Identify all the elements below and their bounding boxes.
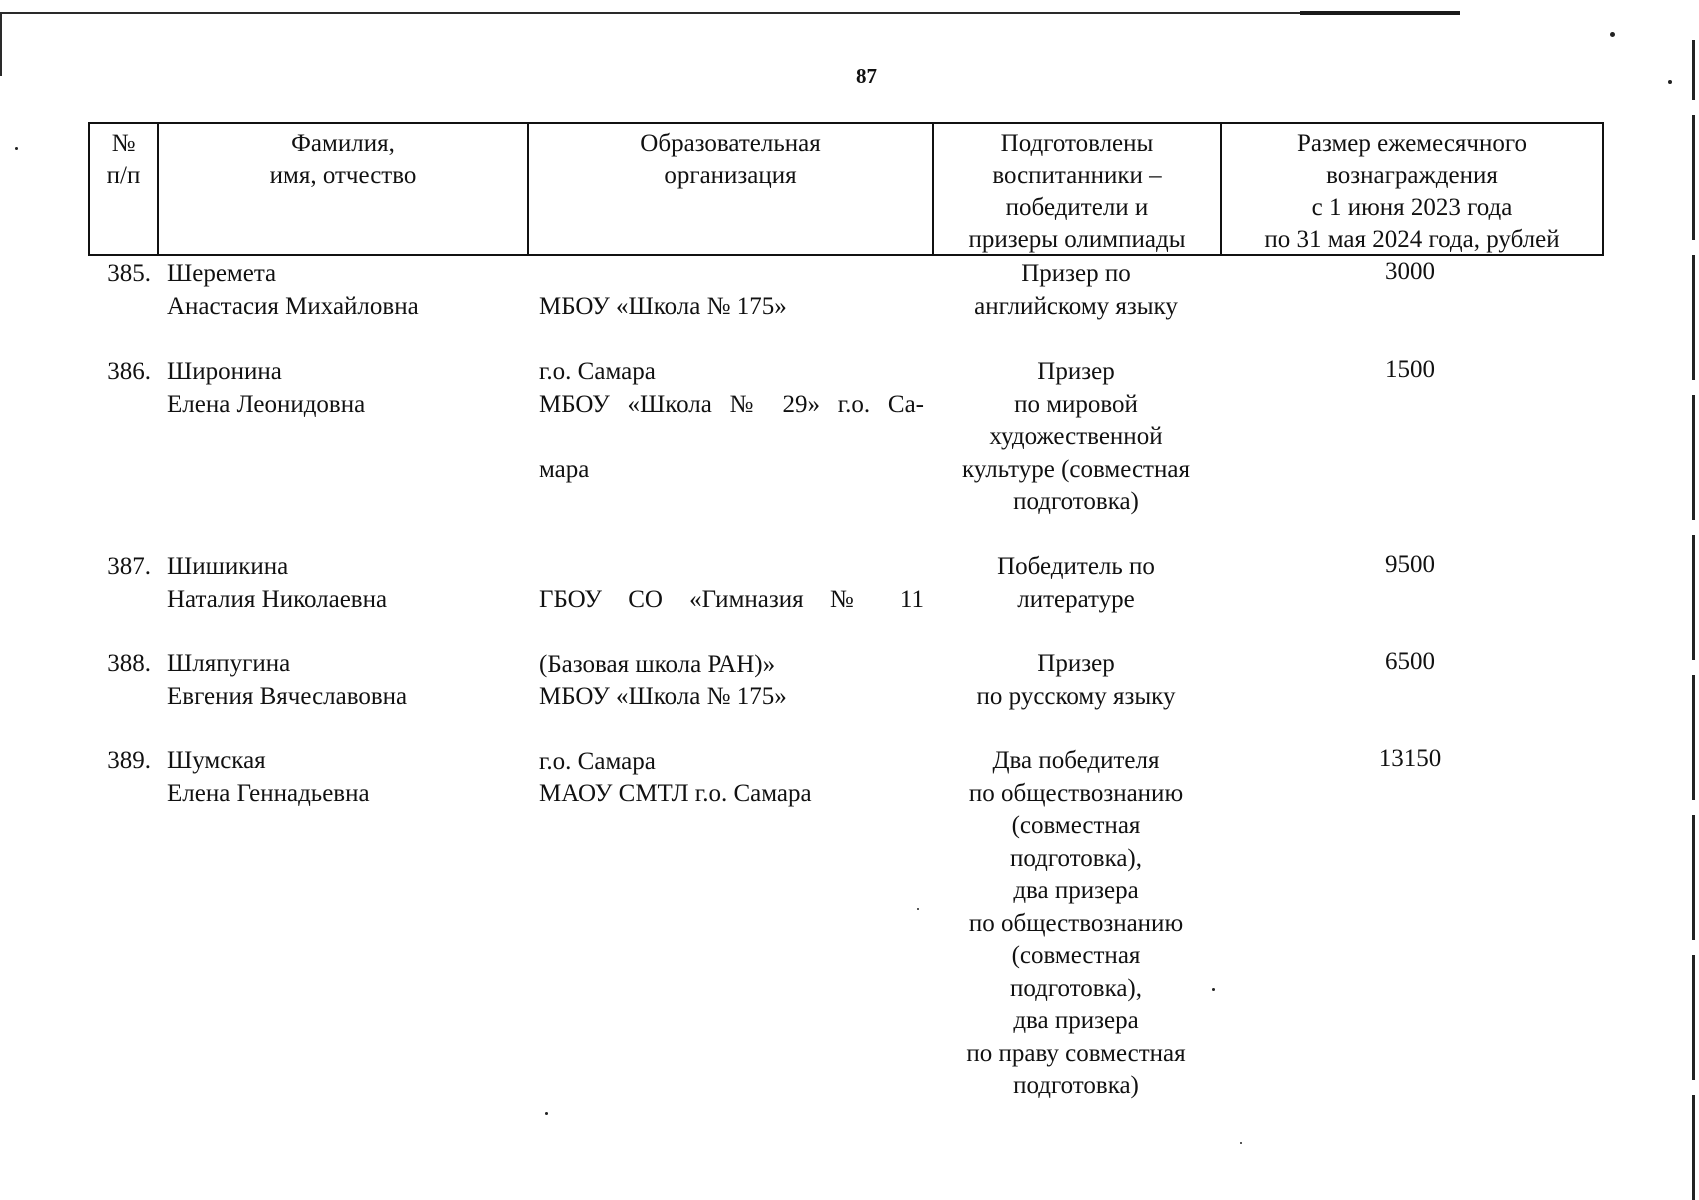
header-full-name: Фамилия, имя, отчество xyxy=(159,124,529,254)
header-achievement: Подготовлены воспитанники – победители и призеры олимпиады xyxy=(934,124,1222,254)
table-row xyxy=(88,745,1604,1105)
row-number: 388. xyxy=(107,650,151,677)
row-full-name: Шумская Елена Геннадьевна xyxy=(167,747,370,807)
organization-line: МАОУ СМТЛ г.о. Самара xyxy=(539,779,812,807)
row-organization xyxy=(527,551,932,678)
row-full-name: Шишикина Наталия Николаевна xyxy=(167,553,388,613)
organization-line: ГБОУ СО «Гимназия № 11 xyxy=(539,585,924,613)
page-number: 87 xyxy=(856,64,877,88)
organization-line: МБОУ «Школа № 175» xyxy=(539,292,787,320)
scan-speck xyxy=(15,147,18,150)
scan-speck xyxy=(1610,32,1615,37)
organization-line: МБОУ «Школа № 29» г.о. Са- xyxy=(539,390,924,418)
row-full-name: Широнина Елена Леонидовна xyxy=(167,358,366,418)
row-amount: 1500 xyxy=(1385,356,1435,383)
row-achievement: Два победителя по обществознанию (совместная подготовка), два призера по обществознанию (совместная подготовка), два призера по праву совместная подготовка) xyxy=(966,747,1186,1099)
header-number: № п/п xyxy=(90,124,159,254)
organization-line: МБОУ «Школа № 175» xyxy=(539,682,787,710)
scan-border-top-accent xyxy=(1300,11,1460,15)
row-full-name: Шляпугина Евгения Вячеславовна xyxy=(167,650,408,710)
row-achievement: Призер по мировой художественной культуре (совместная подготовка) xyxy=(962,358,1190,515)
row-organization xyxy=(527,258,932,385)
scan-speck xyxy=(545,1112,548,1115)
row-organization xyxy=(527,356,932,551)
row-achievement: Победитель по литературе xyxy=(997,553,1155,613)
row-amount: 6500 xyxy=(1385,648,1435,675)
organization-line: г.о. Самара xyxy=(539,747,656,775)
row-amount: 9500 xyxy=(1385,551,1435,578)
row-number: 385. xyxy=(107,260,151,287)
row-amount: 13150 xyxy=(1378,745,1442,772)
row-number: 387. xyxy=(107,553,151,580)
header-amount: Размер ежемесячного вознаграждения с 1 июня 2023 года по 31 мая 2024 года, рублей xyxy=(1264,130,1560,253)
row-number: 386. xyxy=(107,358,151,385)
scan-speck xyxy=(1240,1142,1242,1144)
table-row xyxy=(88,356,1604,551)
scan-border-top xyxy=(0,12,1450,14)
organization-line: г.о. Самара xyxy=(539,357,656,385)
row-amount: 3000 xyxy=(1385,258,1435,285)
organization-line: (Базовая школа РАН)» xyxy=(539,650,776,678)
header-organization: Образовательная организация xyxy=(529,124,934,254)
table-body xyxy=(88,258,1604,1105)
row-achievement: Призер по английскому языку xyxy=(974,260,1178,320)
row-number: 389. xyxy=(107,747,151,774)
row-organization xyxy=(527,745,932,1105)
scan-border-right xyxy=(1692,40,1695,1200)
row-achievement: Призер по русскому языку xyxy=(976,650,1176,710)
row-organization xyxy=(527,648,932,775)
organization-line: мара xyxy=(539,455,590,483)
row-full-name: Шеремета Анастасия Михайловна xyxy=(167,260,419,320)
table-header xyxy=(88,122,1604,256)
